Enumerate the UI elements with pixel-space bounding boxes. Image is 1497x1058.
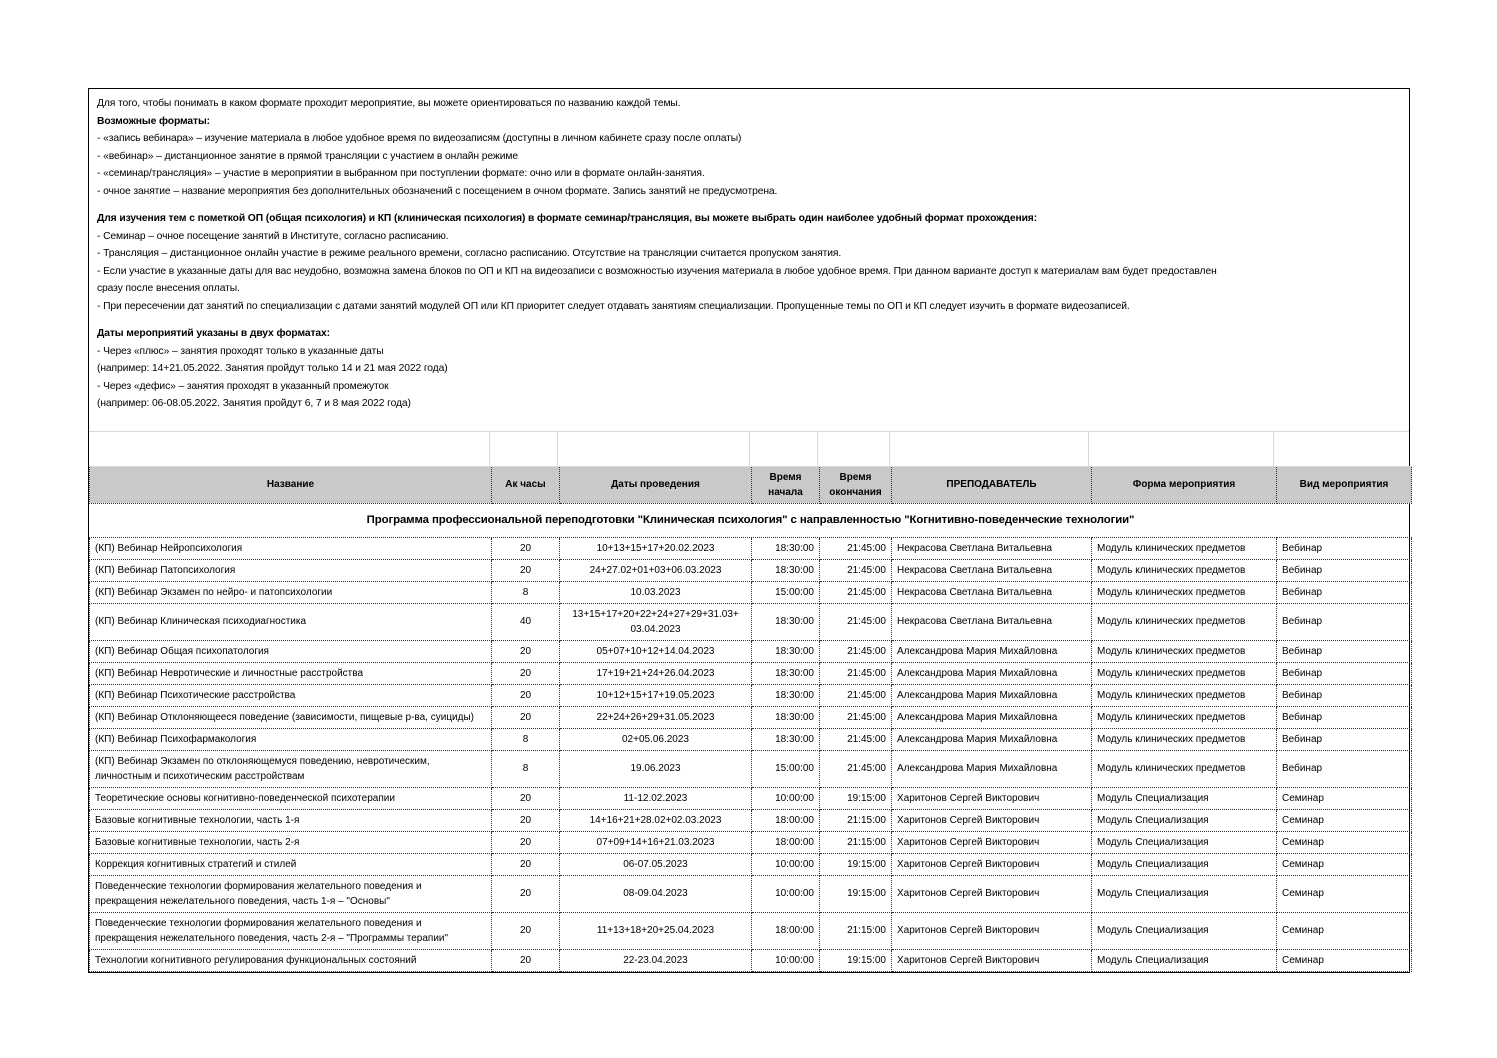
- spacer-cell: [1274, 432, 1409, 466]
- cell-name: (КП) Вебинар Невротические и личностные расстройства: [90, 662, 492, 684]
- cell-form: Модуль клинических предметов: [1092, 559, 1277, 581]
- cell-teacher: Харитонов Сергей Викторович: [892, 809, 1092, 831]
- cell-type: Вебинар: [1277, 662, 1412, 684]
- op-kp-line-3: сразу после внесения оплаты.: [97, 283, 240, 294]
- table-row[interactable]: [90, 537, 1412, 559]
- cell-teacher: Александрова Мария Михайловна: [892, 728, 1092, 750]
- cell-form: Модуль клинических предметов: [1092, 662, 1277, 684]
- cell-name: Поведенческие технологии формирования желательного поведения и прекращения нежелательного поведения, часть 1-я – "Основы": [90, 875, 492, 912]
- cell-start: 18:30:00: [752, 662, 820, 684]
- table-row[interactable]: [90, 875, 1412, 912]
- cell-dates: 13+15+17+20+22+24+27+29+31.03+ 03.04.2023: [560, 603, 752, 640]
- cell-start: 10:00:00: [752, 787, 820, 809]
- cell-dates: 10+12+15+17+19.05.2023: [560, 684, 752, 706]
- formats-heading: Возможные форматы:: [97, 115, 210, 127]
- cell-name: (КП) Вебинар Общая психопатология: [90, 640, 492, 662]
- cell-end: 21:45:00: [820, 537, 892, 559]
- cell-dates: 08-09.04.2023: [560, 875, 752, 912]
- cell-dates: 22-23.04.2023: [560, 949, 752, 971]
- spacer-cell: [89, 432, 490, 466]
- cell-end: 21:15:00: [820, 809, 892, 831]
- table-title: Программа профессиональной переподготовки "Клиническая психология" с направленностью "Когнитивно-поведенческие технологии": [90, 503, 1412, 537]
- cell-name: Теоретические основы когнитивно-поведенческой психотерапии: [90, 787, 492, 809]
- spacer-grid-row: [89, 431, 1409, 466]
- table-body: [90, 537, 1412, 971]
- cell-end: 19:15:00: [820, 875, 892, 912]
- cell-teacher: Некрасова Светлана Витальевна: [892, 559, 1092, 581]
- cell-form: Модуль Специализация: [1092, 809, 1277, 831]
- cell-start: 15:00:00: [752, 581, 820, 603]
- cell-hours: 8: [492, 581, 560, 603]
- cell-name: (КП) Вебинар Отклоняющееся поведение (зависимости, пищевые р-ва, суициды): [90, 706, 492, 728]
- table-row[interactable]: [90, 706, 1412, 728]
- cell-type: Семинар: [1277, 949, 1412, 971]
- cell-type: Семинар: [1277, 809, 1412, 831]
- cell-teacher: Некрасова Светлана Витальевна: [892, 603, 1092, 640]
- cell-end: 21:45:00: [820, 706, 892, 728]
- format-item-3: - очное занятие – название мероприятия без дополнительных обозначений с посещением в очном формате. Запись занятий не предусмотрена.: [97, 185, 778, 197]
- cell-type: Вебинар: [1277, 706, 1412, 728]
- table-row[interactable]: [90, 831, 1412, 853]
- cell-hours: 20: [492, 853, 560, 875]
- cell-start: 18:30:00: [752, 640, 820, 662]
- cell-dates: 24+27.02+01+03+06.03.2023: [560, 559, 752, 581]
- cell-form: Модуль клинических предметов: [1092, 750, 1277, 787]
- document-page: [88, 88, 1410, 973]
- cell-teacher: Харитонов Сергей Викторович: [892, 912, 1092, 949]
- cell-start: 18:30:00: [752, 603, 820, 640]
- cell-type: Семинар: [1277, 831, 1412, 853]
- cell-hours: 20: [492, 912, 560, 949]
- cell-end: 21:45:00: [820, 640, 892, 662]
- cell-hours: 20: [492, 949, 560, 971]
- cell-start: 18:00:00: [752, 912, 820, 949]
- table-row[interactable]: [90, 603, 1412, 640]
- cell-name: (КП) Вебинар Клиническая психодиагностика: [90, 603, 492, 640]
- intro-lead: Для того, чтобы понимать в каком формате проходит мероприятие, вы можете ориентироваться по названию каждой темы.: [97, 98, 681, 109]
- spacer-cell: [890, 432, 1090, 466]
- cell-start: 18:30:00: [752, 537, 820, 559]
- cell-end: 21:45:00: [820, 750, 892, 787]
- cell-hours: 40: [492, 603, 560, 640]
- cell-type: Вебинар: [1277, 537, 1412, 559]
- cell-name: (КП) Вебинар Психофармакология: [90, 728, 492, 750]
- cell-start: 18:00:00: [752, 831, 820, 853]
- column-header-hours[interactable]: Ак часы: [492, 466, 560, 503]
- cell-end: 21:45:00: [820, 581, 892, 603]
- cell-end: 19:15:00: [820, 853, 892, 875]
- cell-dates: 14+16+21+28.02+02.03.2023: [560, 809, 752, 831]
- cell-end: 21:45:00: [820, 603, 892, 640]
- cell-type: Вебинар: [1277, 581, 1412, 603]
- cell-start: 18:30:00: [752, 559, 820, 581]
- cell-end: 21:45:00: [820, 684, 892, 706]
- column-header-type[interactable]: Вид мероприятия: [1277, 466, 1412, 503]
- cell-form: Модуль клинических предметов: [1092, 706, 1277, 728]
- dates-line-2: - Через «дефис» – занятия проходят в указанный промежуток: [97, 380, 389, 392]
- column-header-start[interactable]: Время начала: [752, 466, 820, 503]
- cell-teacher: Некрасова Светлана Витальевна: [892, 537, 1092, 559]
- dates-line-3: (например: 06-08.05.2022. Занятия пройдут 6, 7 и 8 мая 2022 года): [97, 398, 411, 409]
- cell-end: 21:45:00: [820, 559, 892, 581]
- cell-hours: 20: [492, 787, 560, 809]
- cell-form: Модуль Специализация: [1092, 949, 1277, 971]
- cell-type: Вебинар: [1277, 640, 1412, 662]
- table-row[interactable]: [90, 809, 1412, 831]
- cell-dates: 10.03.2023: [560, 581, 752, 603]
- cell-teacher: Некрасова Светлана Витальевна: [892, 581, 1092, 603]
- cell-hours: 20: [492, 706, 560, 728]
- cell-teacher: Александрова Мария Михайловна: [892, 706, 1092, 728]
- cell-form: Модуль Специализация: [1092, 912, 1277, 949]
- cell-name: (КП) Вебинар Экзамен по нейро- и патопсихологии: [90, 581, 492, 603]
- table-header-row: [90, 466, 1412, 503]
- column-header-form[interactable]: Форма мероприятия: [1092, 466, 1277, 503]
- cell-end: 21:45:00: [820, 662, 892, 684]
- cell-type: Семинар: [1277, 853, 1412, 875]
- cell-start: 18:30:00: [752, 728, 820, 750]
- cell-name: Поведенческие технологии формирования желательного поведения и прекращения нежелательного поведения, часть 2-я – "Программы терапии": [90, 912, 492, 949]
- table-row[interactable]: [90, 559, 1412, 581]
- table-row[interactable]: [90, 853, 1412, 875]
- format-item-1: - «вебинар» – дистанционное занятие в прямой трансляции с участием в онлайн режиме: [97, 150, 518, 162]
- cell-hours: 20: [492, 809, 560, 831]
- spacer-cell: [1089, 432, 1274, 466]
- cell-hours: 20: [492, 537, 560, 559]
- format-item-0: - «запись вебинара» – изучение материала в любое удобное время по видеозаписям (доступны в личном кабинете сразу после оплаты): [97, 133, 742, 144]
- cell-hours: 8: [492, 728, 560, 750]
- cell-type: Вебинар: [1277, 603, 1412, 640]
- table-row[interactable]: [90, 949, 1412, 971]
- cell-teacher: Харитонов Сергей Викторович: [892, 875, 1092, 912]
- cell-name: Базовые когнитивные технологии, часть 1-я: [90, 809, 492, 831]
- cell-type: Вебинар: [1277, 728, 1412, 750]
- cell-type: Семинар: [1277, 875, 1412, 912]
- cell-type: Семинар: [1277, 912, 1412, 949]
- cell-hours: 20: [492, 684, 560, 706]
- cell-dates: 11+13+18+20+25.04.2023: [560, 912, 752, 949]
- cell-form: Модуль клинических предметов: [1092, 640, 1277, 662]
- cell-start: 18:30:00: [752, 684, 820, 706]
- cell-start: 18:30:00: [752, 706, 820, 728]
- cell-teacher: Харитонов Сергей Викторович: [892, 787, 1092, 809]
- cell-form: Модуль клинических предметов: [1092, 603, 1277, 640]
- cell-name: Базовые когнитивные технологии, часть 2-я: [90, 831, 492, 853]
- cell-dates: 22+24+26+29+31.05.2023: [560, 706, 752, 728]
- cell-end: 19:15:00: [820, 787, 892, 809]
- cell-name: (КП) Вебинар Патопсихология: [90, 559, 492, 581]
- spacer-cell: [818, 432, 890, 466]
- cell-type: Вебинар: [1277, 559, 1412, 581]
- cell-teacher: Александрова Мария Михайловна: [892, 684, 1092, 706]
- op-kp-heading: Для изучения тем с пометкой ОП (общая психология) и КП (клиническая психология) в формате семинар/трансляция, вы можете выбрать один наиболее удобный формат прохождения:: [97, 213, 1038, 224]
- table-row[interactable]: [90, 787, 1412, 809]
- cell-start: 18:00:00: [752, 809, 820, 831]
- cell-type: Семинар: [1277, 787, 1412, 809]
- cell-end: 21:45:00: [820, 728, 892, 750]
- cell-dates: 05+07+10+12+14.04.2023: [560, 640, 752, 662]
- table-row[interactable]: [90, 750, 1412, 787]
- cell-type: Вебинар: [1277, 684, 1412, 706]
- table-row[interactable]: [90, 662, 1412, 684]
- cell-start: 10:00:00: [752, 949, 820, 971]
- cell-name: Коррекция когнитивных стратегий и стилей: [90, 853, 492, 875]
- cell-form: Модуль клинических предметов: [1092, 581, 1277, 603]
- column-header-teacher[interactable]: ПРЕПОДАВАТЕЛЬ: [892, 466, 1092, 503]
- cell-teacher: Харитонов Сергей Викторович: [892, 831, 1092, 853]
- cell-hours: 20: [492, 559, 560, 581]
- column-header-end[interactable]: Время окончания: [820, 466, 892, 503]
- op-kp-line-4: - При пересечении дат занятий по специализации с датами занятий модулей ОП или КП приоритет следует отдавать занятиям специализации. Пропущенные темы по ОП и КП следует изучить в формате видеозаписей.: [97, 300, 1130, 312]
- cell-name: (КП) Вебинар Экзамен по отклоняющемуся поведению, невротическим, личностным и психотическим расстройствам: [90, 750, 492, 787]
- cell-name: Технологии когнитивного регулирования функциональных состояний: [90, 949, 492, 971]
- cell-form: Модуль клинических предметов: [1092, 537, 1277, 559]
- cell-end: 19:15:00: [820, 949, 892, 971]
- cell-dates: 10+13+15+17+20.02.2023: [560, 537, 752, 559]
- cell-dates: 11-12.02.2023: [560, 787, 752, 809]
- cell-dates: 17+19+21+24+26.04.2023: [560, 662, 752, 684]
- dates-line-1: (например: 14+21.05.2022. Занятия пройдут только 14 и 21 мая 2022 года): [97, 363, 448, 374]
- cell-dates: 07+09+14+16+21.03.2023: [560, 831, 752, 853]
- table-title-row: [90, 503, 1412, 537]
- cell-form: Модуль Специализация: [1092, 875, 1277, 912]
- op-kp-line-0: - Семинар – очное посещение занятий в Институте, согласно расписанию.: [97, 230, 449, 242]
- cell-start: 10:00:00: [752, 853, 820, 875]
- cell-hours: 20: [492, 640, 560, 662]
- table-row[interactable]: [90, 581, 1412, 603]
- spacer-cell: [490, 432, 558, 466]
- cell-teacher: Александрова Мария Михайловна: [892, 662, 1092, 684]
- column-header-name[interactable]: Название: [90, 466, 492, 503]
- cell-hours: 20: [492, 662, 560, 684]
- cell-teacher: Александрова Мария Михайловна: [892, 640, 1092, 662]
- cell-end: 21:15:00: [820, 831, 892, 853]
- table-row[interactable]: [90, 640, 1412, 662]
- column-header-dates[interactable]: Даты проведения: [560, 466, 752, 503]
- cell-teacher: Александрова Мария Михайловна: [892, 750, 1092, 787]
- cell-form: Модуль Специализация: [1092, 831, 1277, 853]
- cell-hours: 20: [492, 875, 560, 912]
- cell-hours: 8: [492, 750, 560, 787]
- cell-dates: 19.06.2023: [560, 750, 752, 787]
- cell-form: Модуль клинических предметов: [1092, 684, 1277, 706]
- cell-hours: 20: [492, 831, 560, 853]
- format-item-2: - «семинар/трансляция» – участие в мероприятии в выбранном при поступлении формате: очно или в формате онлайн-занятия.: [97, 168, 705, 179]
- table-row[interactable]: [90, 728, 1412, 750]
- cell-teacher: Харитонов Сергей Викторович: [892, 949, 1092, 971]
- intro-block: [89, 89, 1409, 431]
- cell-form: Модуль Специализация: [1092, 853, 1277, 875]
- cell-form: Модуль клинических предметов: [1092, 728, 1277, 750]
- cell-end: 21:15:00: [820, 912, 892, 949]
- dates-heading: Даты мероприятий указаны в двух форматах:: [97, 328, 331, 339]
- cell-start: 15:00:00: [752, 750, 820, 787]
- cell-dates: 06-07.05.2023: [560, 853, 752, 875]
- cell-form: Модуль Специализация: [1092, 787, 1277, 809]
- dates-line-0: - Через «плюс» – занятия проходят только в указанные даты: [97, 345, 384, 357]
- spacer-cell: [558, 432, 750, 466]
- table-row[interactable]: [90, 684, 1412, 706]
- schedule-table: [89, 466, 1412, 972]
- cell-start: 10:00:00: [752, 875, 820, 912]
- cell-dates: 02+05.06.2023: [560, 728, 752, 750]
- cell-name: (КП) Вебинар Нейропсихология: [90, 537, 492, 559]
- cell-teacher: Харитонов Сергей Викторович: [892, 853, 1092, 875]
- cell-type: Вебинар: [1277, 750, 1412, 787]
- op-kp-line-2: - Если участие в указанные даты для вас неудобно, возможна замена блоков по ОП и КП на видеозаписи с возможностью изучения материала в любое удобное время. При данном варианте доступ к материалам вам будет предоставлен: [97, 265, 1217, 277]
- table-row[interactable]: [90, 912, 1412, 949]
- op-kp-line-1: - Трансляция – дистанционное онлайн участие в режиме реального времени, согласно расписанию. Отсутствие на трансляции считается пропуском занятия.: [97, 248, 842, 259]
- cell-name: (КП) Вебинар Психотические расстройства: [90, 684, 492, 706]
- spacer-cell: [750, 432, 818, 466]
